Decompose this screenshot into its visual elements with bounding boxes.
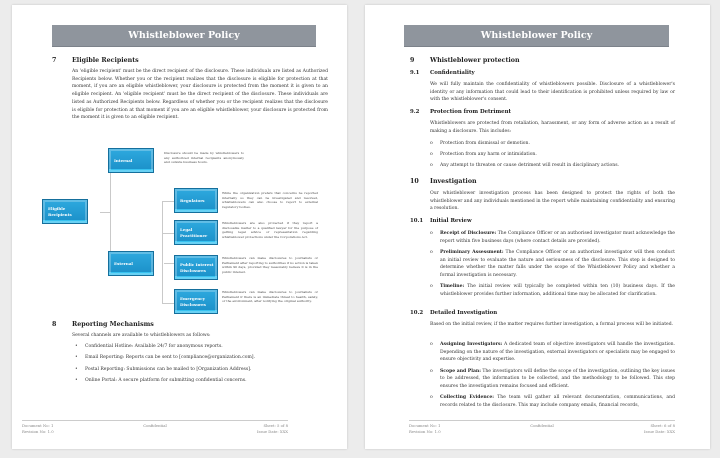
list-item: o Assigning Investigators: A dedicated team of objective investigators will handle the investigation. Depending on the nature of the investigation, external investigators or specialists may be engaged to ensure objectivity and expertise. <box>430 342 676 363</box>
bullet-marker: • <box>75 355 78 361</box>
list-item: o Scope and Plan: The investigators will define the scope of the investigation, outlining the key issues to be addressed, the information to be collected, and the methodology to be followed. This step ensures the investigation remains focused and efficient. <box>430 368 675 389</box>
diagram-node-eligible-recipients: Eligible Recipients <box>42 199 88 224</box>
subsection-title: Initial Review <box>430 218 472 224</box>
issue-date: Issue Date: XXX <box>257 429 288 434</box>
revision-number: Revision No: 1.0 <box>409 429 441 434</box>
connector <box>162 233 174 234</box>
bullet-marker: o <box>430 249 433 255</box>
bullet-marker: o <box>430 284 433 289</box>
connector <box>162 303 174 304</box>
sheet-number: Sheet: 6 of 8 <box>650 423 675 428</box>
subsection-number: 10.2 <box>410 310 424 316</box>
document-number: Document No: 1 <box>22 423 54 428</box>
bullet-marker: o <box>430 231 433 236</box>
list-item: • Postal Reporting: Submissions can be mailed to [Organization Address]. <box>75 366 252 372</box>
bullet-marker: • <box>75 366 78 372</box>
connector <box>162 201 163 303</box>
list-item: o Protection from any harm or intimidation. <box>430 152 537 158</box>
section-title: Reporting Mechanisms <box>72 321 154 328</box>
section-number: 8 <box>52 321 57 328</box>
bullet-marker: o <box>430 163 433 169</box>
bullet-marker: o <box>430 141 433 146</box>
document-page-5 <box>12 5 347 449</box>
connector <box>162 201 174 202</box>
diagram-node-external: External <box>108 251 154 276</box>
diagram-node-emergency: Emergency Disclosures <box>174 289 218 314</box>
section-number: 7 <box>52 57 57 64</box>
revision-number: Revision No: 1.0 <box>22 429 54 434</box>
subsection-number: 9.2 <box>410 109 420 115</box>
list-item: • Online Portal: A secure platform for submitting confidential concerns. <box>75 377 247 383</box>
diagram-node-public-interest: Public Interest Disclosures <box>174 255 218 280</box>
confidentiality-paragraph: We will fully maintain the confidentiality of whistleblowers possible. Disclosure of a whistleblower's identity or any information that could lead to their identification is prohibited unless required by law or with the whistleblower's consent. <box>430 82 675 103</box>
section-number: 10 <box>410 178 419 185</box>
list-item: • Email Reporting: Reports can be sent to [compliance@organization.com]. <box>75 355 256 361</box>
subsection-number: 10.1 <box>410 218 424 224</box>
bullet-marker: o <box>430 395 433 400</box>
connector <box>110 160 111 263</box>
initial-review-list <box>430 230 675 298</box>
detailed-investigation-list <box>430 341 675 409</box>
list-item: o Protection from dismissal or demotion. <box>430 141 530 146</box>
detriment-paragraph: Whistleblowers are protected from retaliation, harassment, or any form of adverse action as a result of making a disclosure. This includes: <box>430 121 675 134</box>
emergency-description: Whistleblowers can make disclosures to journalists or Parliament if there is an immediate threat to health, safety, or the environment, after notifying the original authority. <box>222 290 318 303</box>
connector <box>100 212 110 213</box>
page-footer <box>22 420 288 434</box>
page-footer <box>409 420 675 434</box>
list-item: o Receipt of Disclosure: The Compliance Officer or an authorised investigator must acknowledge the report within five business days (where contact details are provided). <box>430 231 675 244</box>
section-title: Eligible Recipients <box>72 57 139 64</box>
bullet-marker: o <box>430 152 433 158</box>
internal-description: Disclosure should be made by whistleblowers to any authorized internal recipients anonymously and outside business hours. <box>164 151 244 164</box>
bullet-marker: • <box>75 344 78 349</box>
list-item: o Collecting Evidence: The team will gather all relevant documentation, communications, and records related to the disclosure. This may include company emails, financial records, <box>430 395 675 408</box>
connector <box>164 263 174 264</box>
section-7-paragraph: An 'eligible recipient' must be the direct recipient of the disclosure. These individuals are listed as Authorized Recipients below. Whether you or the recipient realizes that the disclosure is eligible for protection at that moment, if you are an eligible whistleblower, your disclosure is protected from the moment it is given to an eligible recipient. An 'eligible recipient' must be the direct recipient of the disclosure. These individuals are listed as Authorized Recipients below. Regardless of whether you or the recipient realizes that the disclosure is eligible for protection at that moment if you are an eligible whistleblower, your disclosure is protected from the moment it is given to an eligible recipient. <box>72 69 328 121</box>
section-title: Investigation <box>430 178 477 185</box>
list-item: o Any attempt to threaten or cause detriment will result in disciplinary actions. <box>430 163 619 169</box>
document-page-6 <box>365 5 710 449</box>
page-header-title: Whistleblower Policy <box>404 25 669 47</box>
confidential-label: Confidential <box>143 423 167 428</box>
investigation-paragraph: Our whistleblower investigation process has been designed to protect the rights of both the whistleblower and any individuals mentioned in the report while maintaining confidentiality and ensuring a resolution. <box>430 191 675 212</box>
section-number: 9 <box>410 57 415 64</box>
subsection-title: Protection from Detriment <box>430 109 511 115</box>
list-item: o Preliminary Assessment: The Compliance Officer or an authorized investigator will then conduct an initial review to evaluate the nature and seriousness of the disclosure. This step is designed to determine whether the matter falls under the scope of the Whistleblower Policy and whether a formal investigation is necessary. <box>430 249 675 278</box>
subsection-title: Detailed Investigation <box>430 310 498 316</box>
diagram-node-internal: Internal <box>108 148 154 173</box>
subsection-number: 9.1 <box>410 70 420 76</box>
diagram-node-legal-practitioner: Legal Practitioner <box>174 220 218 245</box>
legal-practitioner-description: Whistleblowers are also protected if they report a disclosable matter to a qualified lawyer for the purpose of getting legal advice or representation regarding whistleblower protections under the Corporations Act. <box>222 221 318 239</box>
confidential-label: Confidential <box>530 423 554 428</box>
public-interest-description: Whistleblowers can make disclosures to journalists or Parliament after reporting to authorities if no action is taken within 90 days, provided they reasonably believe it is in the public interest. <box>222 256 318 274</box>
list-item: • Confidential Hotline: Available 24/7 for anonymous reports. <box>75 344 223 349</box>
protection-list <box>430 140 675 170</box>
issue-date: Issue Date: XXX <box>644 429 675 434</box>
section-8-intro: Several channels are available to whistleblowers as follows: <box>72 333 211 338</box>
document-number: Document No: 1 <box>409 423 441 428</box>
bullet-marker: o <box>430 368 433 374</box>
detailed-investigation-paragraph: Based on the initial review, if the matter requires further investigation, a formal process will be initiated. <box>430 322 674 327</box>
reporting-channels-list <box>75 343 325 385</box>
bullet-marker: o <box>430 342 433 347</box>
subsection-title: Confidentiality <box>430 70 475 76</box>
sheet-number: Sheet: 5 of 8 <box>263 423 288 428</box>
bullet-marker: • <box>75 377 78 383</box>
page-header-title: Whistleblower Policy <box>52 25 316 47</box>
diagram-node-regulators: Regulators <box>174 188 218 213</box>
list-item: o Timeline: The initial review will typically be completed within ten (10) business days. If the whistleblower provides further information, additional time may be allocated for clarification. <box>430 284 675 297</box>
regulators-description: While the organization prefers that concerns be reported internally so they can be investigated and resolved, whistleblowers can also choose to report to external regulatory bodies. <box>222 191 318 209</box>
section-title: Whistleblower protection <box>430 57 520 64</box>
